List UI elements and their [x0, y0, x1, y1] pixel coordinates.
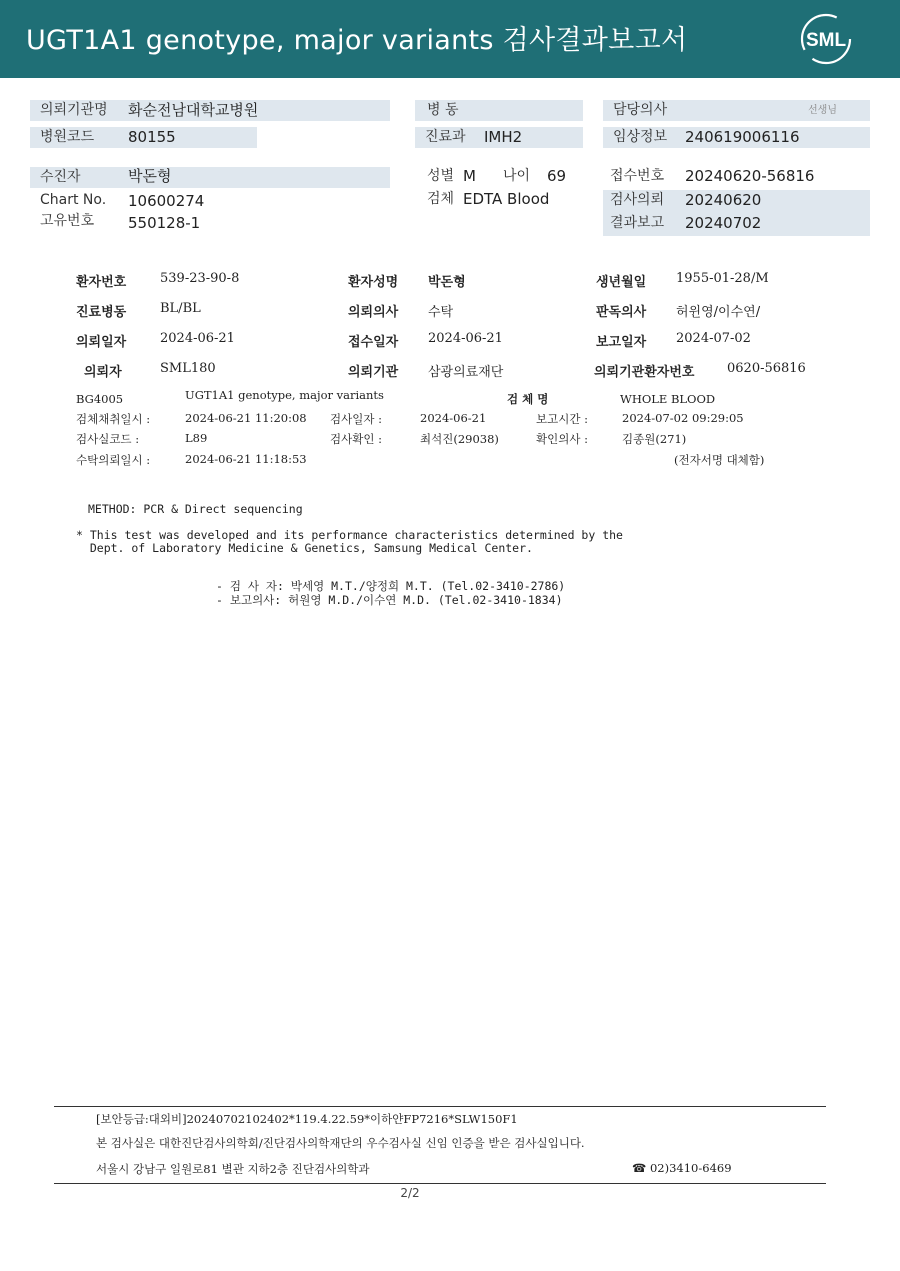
req-org-patient-no-label: 의뢰기관환자번호	[594, 365, 695, 380]
patient-label: 수진자	[40, 169, 81, 185]
request-label: 검사의뢰	[610, 192, 665, 208]
req-date-label: 의뢰일자	[76, 335, 127, 350]
room-code-value: L89	[185, 431, 208, 445]
page-number: 2/2	[400, 1186, 420, 1200]
hosp-code-value: 80155	[128, 128, 176, 146]
patient-row	[30, 167, 390, 188]
req-doctor-value: 수탁	[428, 305, 454, 320]
req-doctor-label: 의뢰의사	[348, 305, 399, 320]
clinical-value: 240619006116	[685, 128, 800, 146]
request-value: 20240620	[685, 191, 762, 209]
patient-value: 박돈형	[128, 167, 172, 185]
cert-line: 본 검사실은 대한진단검사의학회/진단검사의학재단의 우수검사실 신임 인증을 받은 검사실입니다.	[96, 1136, 585, 1150]
report-time-label: 보고시간 :	[536, 412, 588, 426]
phone-line	[632, 1161, 732, 1175]
receipt-value: 20240620-56816	[685, 167, 815, 185]
confirm-doc-value: 김종원(271)	[622, 432, 687, 446]
disclaimer-line-2: Dept. of Laboratory Medicine & Genetics, Samsung Medical Center.	[76, 541, 533, 555]
report-value: 20240702	[685, 214, 762, 232]
chart-value: 10600274	[128, 192, 205, 210]
receipt-date-value: 2024-06-21	[428, 331, 503, 346]
sml-logo-icon	[798, 12, 854, 66]
req-org-value: 화순전남대학교병원	[128, 101, 259, 119]
test-name: UGT1A1 genotype, major variants	[185, 388, 384, 402]
phone-icon: ☎	[632, 1161, 647, 1175]
disclaimer-line-1: * This test was developed and its performance characteristics determined by the	[76, 528, 623, 542]
birth-value: 1955-01-28/M	[676, 271, 769, 286]
specimen-label: 검체	[427, 191, 455, 207]
chart-label: Chart No.	[40, 192, 107, 208]
specimen-value: EDTA Blood	[463, 190, 550, 208]
ward-r-value: BL/BL	[160, 301, 201, 316]
requester-value: SML180	[160, 361, 216, 376]
age-value: 69	[547, 167, 567, 185]
sex-label: 성별	[427, 168, 455, 184]
doctor-label: 담당의사	[613, 102, 668, 118]
consign-label: 수탁의뢰일시 :	[76, 453, 151, 467]
security-line: [보안등급:대외비]20240702102402*119.4.22.59*이하얀FP7216*SLW150F1	[96, 1112, 518, 1126]
address-line: 서울시 강남구 일원로81 별관 지하2층 진단검사의학과	[96, 1162, 370, 1176]
patient-no-value: 539-23-90-8	[160, 271, 240, 286]
staff-line-2: - 보고의사: 허원영 M.D./이수연 M.D. (Tel.02-3410-1834)	[216, 593, 563, 607]
sex-value: M	[463, 167, 476, 185]
report-date-label: 보고일자	[596, 335, 647, 350]
patient-name-value: 박돈형	[428, 275, 466, 290]
footer-top-rule	[54, 1106, 826, 1107]
report-label: 결과보고	[610, 215, 665, 231]
specimen-name-value: WHOLE BLOOD	[620, 392, 716, 406]
dept-value: IMH2	[484, 128, 523, 146]
exam-date-value: 2024-06-21	[420, 411, 487, 425]
doctor-suffix: 선생님	[808, 105, 837, 116]
svg-text:SML: SML	[805, 30, 847, 51]
req-org-r-label: 의뢰기관	[348, 365, 399, 380]
dept-label: 진료과	[425, 129, 466, 145]
collect-value: 2024-06-21 11:20:08	[185, 411, 307, 425]
exam-confirm-label: 검사확인 :	[330, 432, 382, 446]
collect-label: 검체채취일시 :	[76, 412, 151, 426]
confirm-doc-label: 확인의사 :	[536, 432, 588, 446]
exam-confirm-value: 최석진(29038)	[420, 432, 499, 446]
age-label: 나이	[503, 168, 531, 184]
specimen-name-label: 검 체 명	[507, 392, 549, 406]
receipt-date-label: 접수일자	[348, 335, 399, 350]
phone-number: 02)3410-6469	[649, 1161, 732, 1175]
report-title: UGT1A1 genotype, major variants 검사결과보고서	[26, 25, 688, 56]
test-code: BG4005	[76, 392, 124, 406]
consign-value: 2024-06-21 11:18:53	[185, 452, 307, 466]
patient-name-label: 환자성명	[348, 275, 399, 290]
hosp-code-label: 병원코드	[40, 129, 95, 145]
req-org-r-value: 삼광의료재단	[428, 365, 504, 380]
requester-label: 의뢰자	[84, 365, 122, 380]
ward-r-label: 진료병동	[76, 305, 127, 320]
clinical-label: 임상정보	[613, 129, 668, 145]
report-date-value: 2024-07-02	[676, 331, 751, 346]
receipt-label: 접수번호	[610, 168, 665, 184]
esign-note: (전자서명 대체함)	[674, 453, 765, 467]
reading-doctor-label: 판독의사	[596, 305, 647, 320]
ward-row	[415, 100, 583, 121]
patient-no-label: 환자번호	[76, 275, 127, 290]
uid-label: 고유번호	[40, 213, 95, 229]
staff-line-1: - 검 사 자: 박세영 M.T./양정희 M.T. (Tel.02-3410-2786)	[216, 579, 566, 593]
room-code-label: 검사실코드 :	[76, 432, 140, 446]
req-org-label: 의뢰기관명	[40, 102, 108, 118]
uid-value: 550128-1	[128, 214, 201, 232]
report-time-value: 2024-07-02 09:29:05	[622, 411, 744, 425]
req-date-value: 2024-06-21	[160, 331, 235, 346]
report-header	[0, 0, 900, 78]
reading-doctor-value: 허윈영/이수연/	[676, 305, 761, 320]
birth-label: 생년월일	[596, 275, 647, 290]
exam-date-label: 검사일자 :	[330, 412, 382, 426]
method-text: METHOD: PCR & Direct sequencing	[88, 502, 303, 516]
req-org-patient-no-value: 0620-56816	[727, 361, 806, 376]
ward-label: 병 동	[427, 102, 459, 118]
footer-bottom-rule	[54, 1183, 826, 1184]
